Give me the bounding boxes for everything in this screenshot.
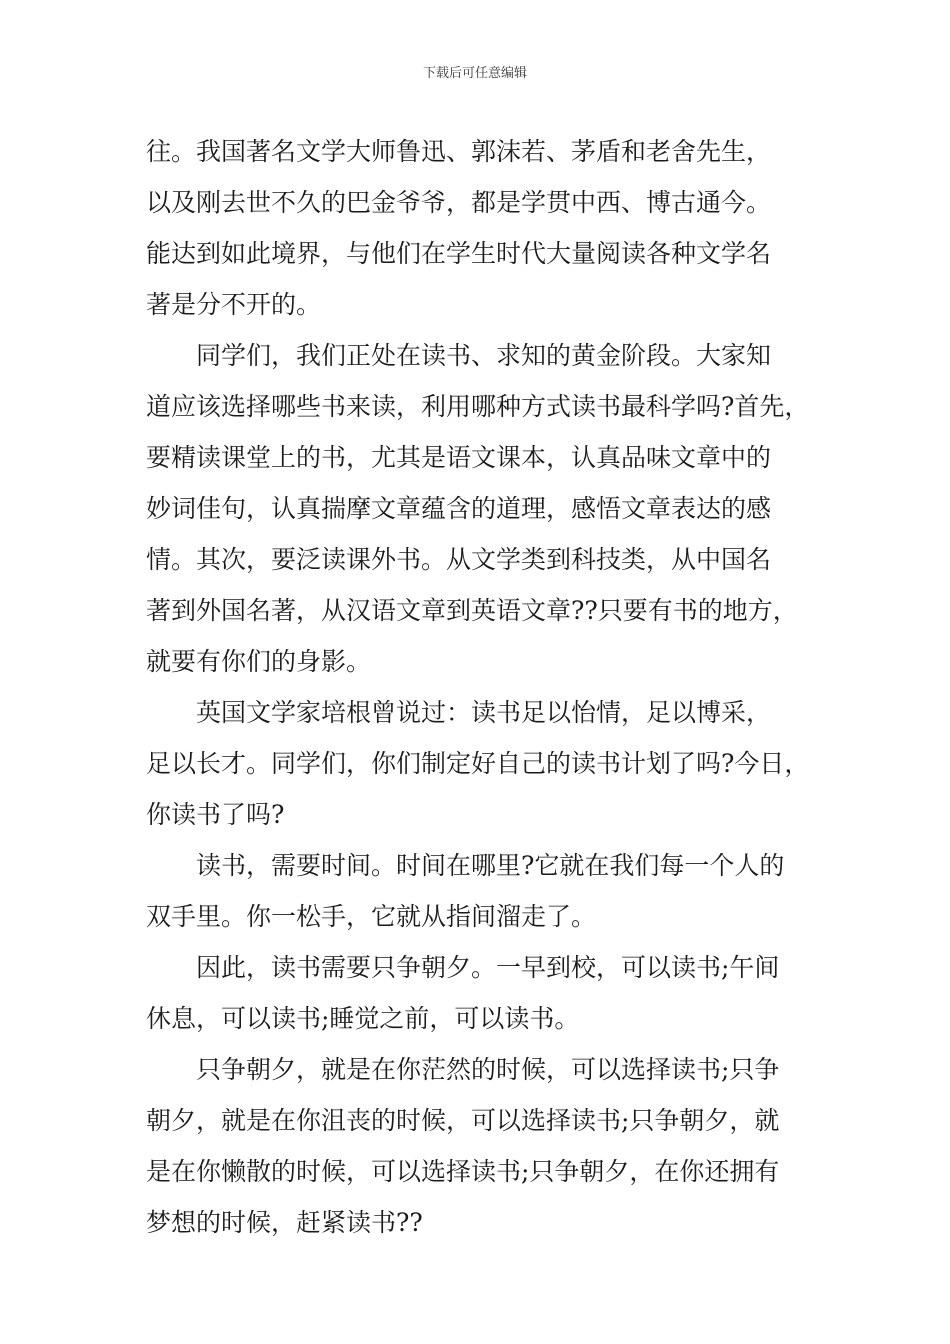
text-line: 双手里。你一松手，它就从指间溜走了。 — [146, 902, 597, 931]
text-line: 你读书了吗? — [146, 800, 285, 829]
text-line: 休息，可以读书;睡觉之前，可以读书。 — [146, 1004, 580, 1033]
text-line: 同学们，我们正处在读书、求知的黄金阶段。大家知 — [196, 341, 772, 370]
text-line: 因此，读书需要只争朝夕。一早到校，可以读书;午间 — [196, 953, 780, 982]
text-line: 能达到如此境界，与他们在学生时代大量阅读各种文学名 — [146, 239, 772, 268]
text-line: 只争朝夕，就是在你茫然的时候，可以选择读书;只争 — [196, 1055, 780, 1084]
text-line: 情。其次，要泛读课外书。从文学类到科技类，从中国名 — [146, 545, 772, 574]
text-line: 是在你懒散的时候，可以选择读书;只争朝夕，在你还拥有 — [146, 1157, 780, 1186]
text-line: 往。我国著名文学大师鲁迅、郭沫若、茅盾和老舍先生， — [146, 137, 772, 166]
text-line: 以及刚去世不久的巴金爷爷，都是学贯中西、博古通今。 — [146, 188, 772, 217]
text-line: 要精读课堂上的书，尤其是语文课本，认真品味文章中的 — [146, 443, 772, 472]
text-line: 著是分不开的。 — [146, 290, 322, 319]
text-line: 道应该选择哪些书来读，利用哪种方式读书最科学吗?首先， — [146, 392, 810, 421]
text-line: 英国文学家培根曾说过：读书足以怡情，足以博采， — [196, 698, 772, 727]
text-line: 朝夕，就是在你沮丧的时候，可以选择读书;只争朝夕，就 — [146, 1106, 780, 1135]
text-line: 足以长才。同学们，你们制定好自己的读书计划了吗?今日， — [146, 749, 810, 778]
page-header: 下载后可任意编辑 — [422, 66, 527, 81]
text-line: 著到外国名著，从汉语文章到英语文章??只要有书的地方， — [146, 596, 798, 625]
text-line: 梦想的时候，赶紧读书?? — [146, 1208, 423, 1237]
text-line: 读书，需要时间。时间在哪里?它就在我们每一个人的 — [196, 851, 785, 880]
body-text — [146, 126, 836, 1248]
text-line: 就要有你们的身影。 — [146, 647, 372, 676]
text-line: 妙词佳句，认真揣摩文章蕴含的道理，感悟文章表达的感 — [146, 494, 772, 523]
